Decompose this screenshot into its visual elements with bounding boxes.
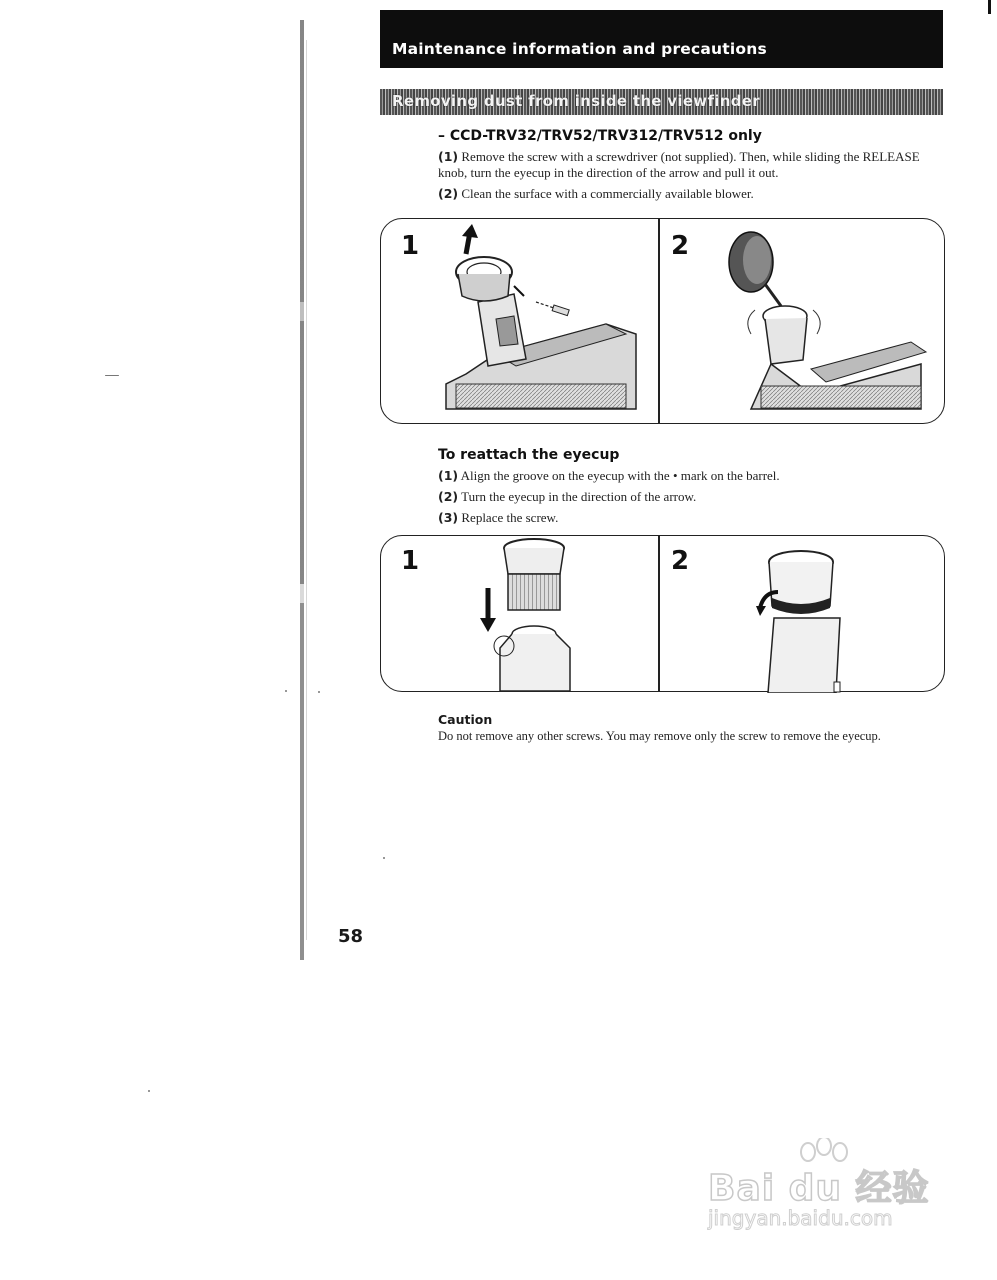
panel-divider [658, 536, 660, 691]
reattach-step-2 [438, 489, 938, 505]
header-bar [380, 10, 943, 68]
step-text: Replace the screw. [461, 510, 559, 525]
scan-speck [148, 1090, 150, 1092]
reattach-illustration-panel [380, 535, 945, 692]
scan-speck [105, 375, 119, 376]
binding-edge-line [306, 40, 307, 940]
watermark-brand: Bai du 经验 [708, 1168, 930, 1209]
scan-speck [383, 857, 385, 859]
step-text: Turn the eyecup in the direction of the arrow. [461, 489, 697, 504]
page-number: 58 [338, 926, 364, 947]
step-number: (1) [438, 468, 459, 483]
reattach-heading: To reattach the eyecup [438, 447, 620, 463]
removal-illustration-panel [380, 218, 945, 424]
caution-text: Do not remove any other screws. You may remove only the screw to remove the eyecup. [438, 729, 881, 743]
blower-cleaning-illustration [721, 224, 936, 419]
removal-step-2 [438, 186, 938, 202]
models-heading: – CCD-TRV32/TRV52/TRV312/TRV512 only [438, 128, 762, 144]
section-title: Removing dust from inside the viewfinder [392, 92, 760, 110]
panel-divider [658, 219, 660, 423]
scan-speck [285, 690, 287, 692]
step-text: Clean the surface with a commercially available blower. [461, 186, 754, 201]
step-number: (2) [438, 186, 459, 201]
step-text: Remove the screw with a screwdriver (not supplied). Then, while sliding the RELEASE knob, turn the eyecup in the direction of the arrow and pull it out. [438, 149, 920, 180]
page-header-title: Maintenance information and precautions [392, 40, 767, 58]
figure-number-2: 2 [671, 546, 690, 576]
removal-step-1 [438, 149, 938, 181]
caution-title: Caution [438, 712, 493, 727]
figure-number-2: 2 [671, 231, 690, 261]
eyecup-turn-illustration [756, 548, 866, 693]
step-text: Align the groove on the eyecup with the • mark on the barrel. [460, 468, 780, 483]
step-number: (2) [438, 489, 459, 504]
figure-number-1: 1 [401, 231, 420, 261]
eyecup-removal-illustration [436, 224, 651, 419]
watermark-url: jingyan.baidu.com [708, 1206, 893, 1230]
reattach-step-1 [438, 468, 938, 484]
scan-speck [318, 691, 320, 693]
figure-number-1: 1 [401, 546, 420, 576]
step-number: (3) [438, 510, 459, 525]
reattach-step-3 [438, 510, 938, 526]
eyecup-align-illustration [476, 536, 586, 691]
step-number: (1) [438, 149, 459, 164]
binding-edge [300, 20, 304, 960]
corner-mark [988, 0, 991, 14]
